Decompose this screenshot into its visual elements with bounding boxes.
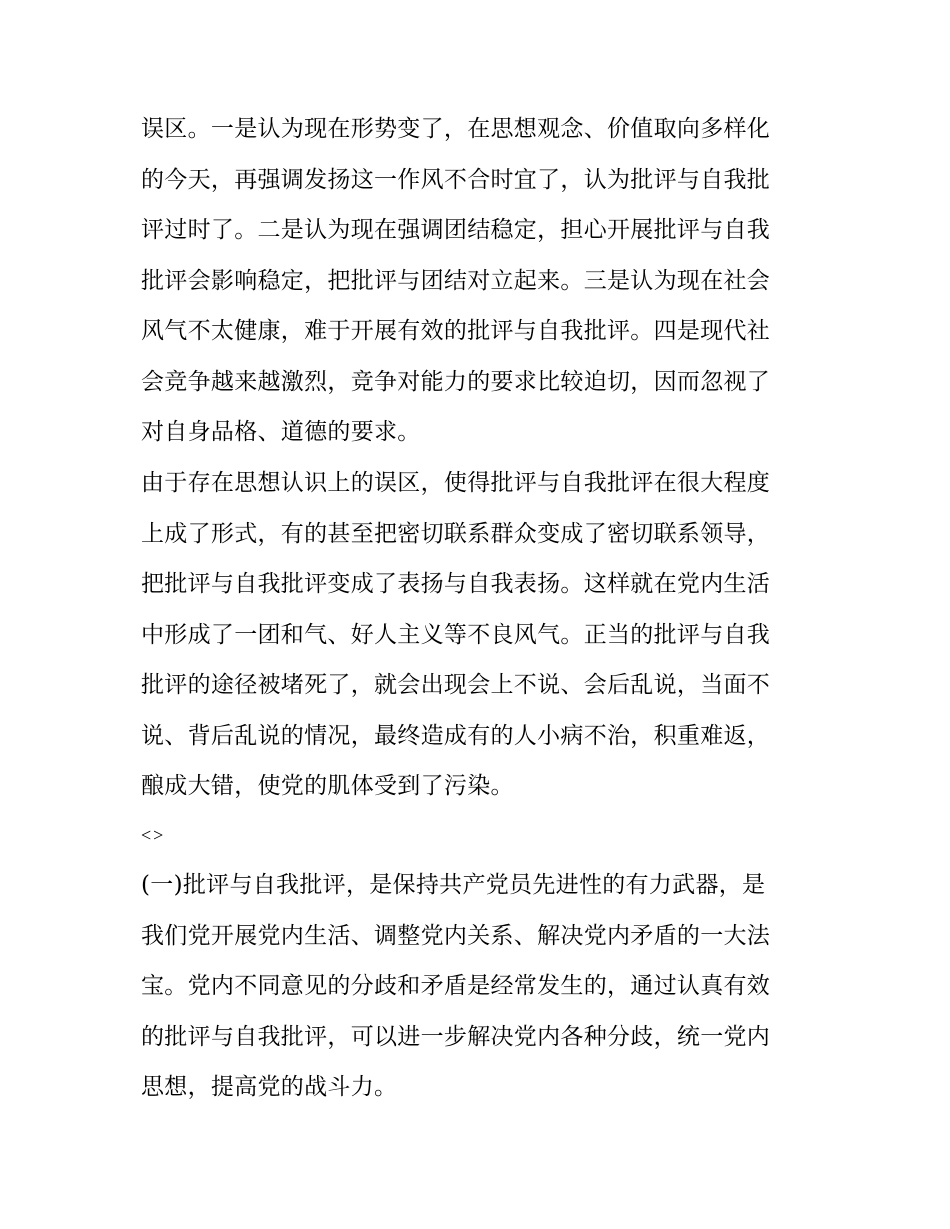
text-line: 对自身品格、道德的要求。 <box>141 419 421 445</box>
text-line: 风气不太健康，难于开展有效的批评与自我批评。四是现代社 <box>141 318 771 344</box>
text-line: 把批评与自我批评变成了表扬与自我表扬。这样就在党内生活 <box>141 571 771 597</box>
text-line: 我们党开展党内生活、调整党内关系、解决党内矛盾的一大法 <box>141 922 771 949</box>
text-line: 评过时了。二是认为现在强调团结稳定，担心开展批评与自我 <box>141 217 771 243</box>
paragraph-section-one <box>141 860 821 1113</box>
text-line: 批评的途径被堵死了，就会出现会上不说、会后乱说，当面不 <box>141 672 771 698</box>
text-line: (一)批评与自我批评，是保持共产党员先进性的有力武器，是 <box>141 872 766 898</box>
text-line: 误区。一是认为现在形势变了，在思想观念、价值取向多样化 <box>141 116 771 142</box>
text-line: 批评会影响稳定，把批评与团结对立起来。三是认为现在社会 <box>141 267 771 294</box>
text-line: 的今天，再强调发扬这一作风不合时宜了，认为批评与自我批 <box>141 166 771 193</box>
text-line: 说、背后乱说的情况，最终造成有的人小病不治，积重难返， <box>141 722 771 749</box>
text-line: 由于存在思想认识上的误区，使得批评与自我批评在很大程度 <box>141 470 771 496</box>
paragraph-consequences <box>141 458 821 812</box>
text-line: 酿成大错，使党的肌体受到了污染。 <box>141 773 514 799</box>
text-line: 会竞争越来越激烈，竞争对能力的要求比较迫切，因而忽视了 <box>141 368 771 395</box>
section-marker-text: <> <box>141 825 166 845</box>
text-line: 宝。党内不同意见的分歧和矛盾是经常发生的，通过认真有效 <box>141 973 771 999</box>
text-line: 上成了形式，有的甚至把密切联系群众变成了密切联系领导， <box>141 520 771 547</box>
paragraph-misconceptions <box>141 104 821 458</box>
text-line: 的批评与自我批评，可以进一步解决党内各种分歧，统一党内 <box>141 1023 771 1050</box>
text-line: 中形成了一团和气、好人主义等不良风气。正当的批评与自我 <box>141 621 771 648</box>
text-line: 思想，提高党的战斗力。 <box>141 1074 398 1100</box>
section-marker <box>141 810 821 861</box>
